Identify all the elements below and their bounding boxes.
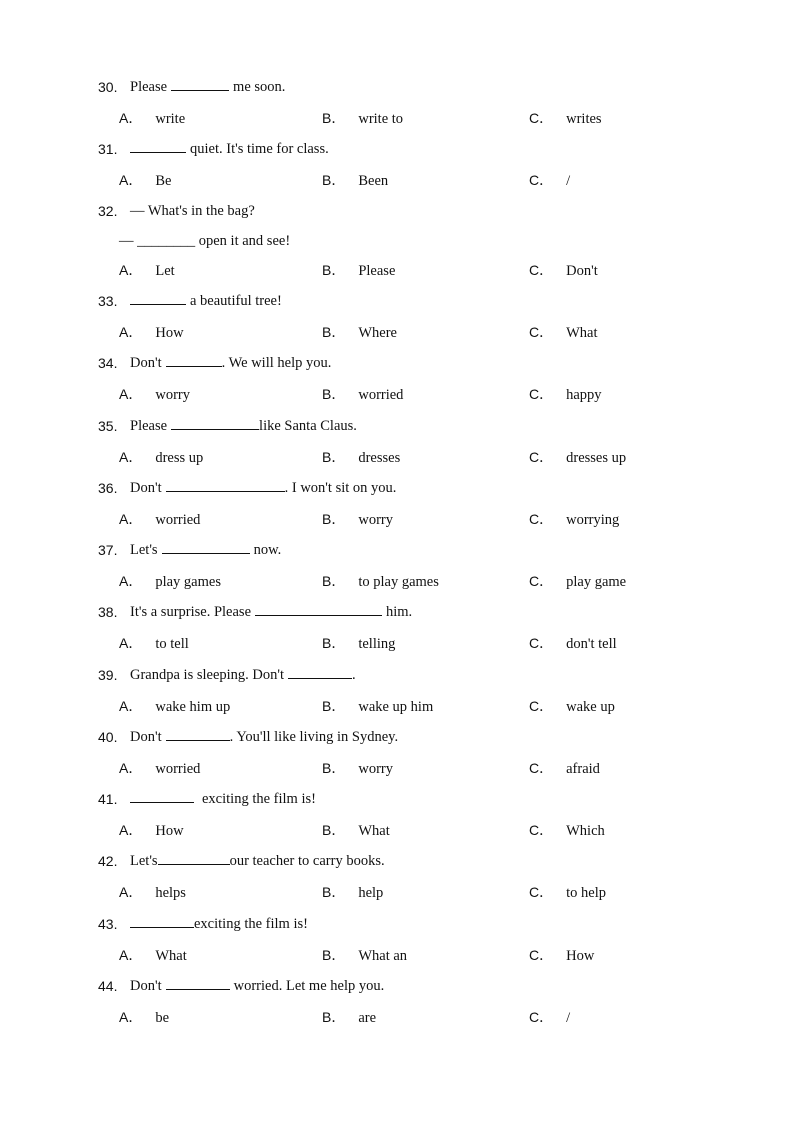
answer-blank[interactable]: [130, 290, 186, 305]
answer-blank[interactable]: [166, 352, 222, 367]
option-b[interactable]: B． wake up him: [322, 698, 434, 715]
options-40: [0, 757, 794, 779]
option-a[interactable]: A． worried: [119, 760, 201, 777]
question-42: [0, 850, 794, 872]
question-34: [0, 352, 794, 374]
answer-blank[interactable]: [166, 477, 285, 492]
answer-blank[interactable]: [166, 726, 230, 741]
options-39: [0, 695, 794, 717]
option-c[interactable]: C． to help: [529, 884, 606, 901]
option-c[interactable]: C． afraid: [529, 760, 600, 777]
option-b[interactable]: B． help: [322, 884, 384, 901]
options-42: [0, 881, 794, 903]
option-a[interactable]: A． How: [119, 324, 184, 341]
question-30: [0, 76, 794, 98]
option-b[interactable]: B． worry: [322, 511, 393, 528]
option-b[interactable]: B． to play games: [322, 573, 439, 590]
question-stem: Let's now.: [130, 539, 281, 561]
question-number: 36.: [98, 480, 118, 496]
question-44: [0, 975, 794, 997]
options-37: [0, 570, 794, 592]
options-43: [0, 944, 794, 966]
options-31: [0, 169, 794, 191]
option-c[interactable]: C． /: [529, 1009, 571, 1026]
question-41: [0, 788, 794, 810]
question-stem: Please like Santa Claus.: [130, 415, 357, 437]
answer-blank[interactable]: [158, 850, 230, 865]
question-number: 43.: [98, 916, 118, 932]
option-c[interactable]: C． Don't: [529, 262, 598, 279]
question-stem: Don't . I won't sit on you.: [130, 477, 396, 499]
options-33: [0, 321, 794, 343]
question-32-answer-line: [0, 230, 794, 252]
answer-blank[interactable]: [171, 76, 229, 91]
options-41: [0, 819, 794, 841]
option-c[interactable]: C． What: [529, 324, 598, 341]
option-c[interactable]: C． writes: [529, 110, 602, 127]
answer-blank[interactable]: [171, 415, 259, 430]
option-b[interactable]: B． Where: [322, 324, 397, 341]
option-a[interactable]: A． be: [119, 1009, 170, 1026]
option-a[interactable]: A． worry: [119, 386, 190, 403]
answer-blank[interactable]: [288, 664, 352, 679]
question-39: [0, 664, 794, 686]
option-b[interactable]: B． Please: [322, 262, 396, 279]
option-c[interactable]: C． /: [529, 172, 571, 189]
answer-blank[interactable]: [166, 975, 230, 990]
question-number: 34.: [98, 355, 118, 371]
option-b[interactable]: B． What an: [322, 947, 408, 964]
option-a[interactable]: A． worried: [119, 511, 201, 528]
question-number: 42.: [98, 853, 118, 869]
answer-blank[interactable]: [162, 539, 250, 554]
answer-blank[interactable]: [255, 601, 382, 616]
option-a[interactable]: A． What: [119, 947, 187, 964]
option-a[interactable]: A． Be: [119, 172, 172, 189]
answer-blank[interactable]: [130, 788, 194, 803]
option-b[interactable]: B． telling: [322, 635, 396, 652]
question-31: [0, 138, 794, 160]
question-33: [0, 290, 794, 312]
question-stem: Don't . You'll like living in Sydney.: [130, 726, 398, 748]
option-c[interactable]: C． don't tell: [529, 635, 617, 652]
question-stem: Let's our teacher to carry books.: [130, 850, 385, 872]
answer-blank[interactable]: [130, 913, 194, 928]
question-stem: Grandpa is sleeping. Don't .: [130, 664, 356, 686]
option-c[interactable]: C． worrying: [529, 511, 620, 528]
question-number: 35.: [98, 418, 118, 434]
question-stem: Please me soon.: [130, 76, 285, 98]
options-32: [0, 259, 794, 281]
question-36: [0, 477, 794, 499]
question-stem: It's a surprise. Please him.: [130, 601, 412, 623]
question-stem: Don't worried. Let me help you.: [130, 975, 384, 997]
options-38: [0, 632, 794, 654]
option-a[interactable]: A． Let: [119, 262, 175, 279]
option-a[interactable]: A． dress up: [119, 449, 204, 466]
option-a[interactable]: A． play games: [119, 573, 221, 590]
option-a[interactable]: A． wake him up: [119, 698, 231, 715]
question-number: 31.: [98, 141, 118, 157]
option-c[interactable]: C． wake up: [529, 698, 615, 715]
question-number: 32.: [98, 203, 118, 219]
option-b[interactable]: B． Been: [322, 172, 389, 189]
question-stem: a beautiful tree!: [130, 290, 282, 312]
option-b[interactable]: B． are: [322, 1009, 377, 1026]
option-c[interactable]: C． Which: [529, 822, 605, 839]
option-c[interactable]: C． play game: [529, 573, 627, 590]
option-a[interactable]: A． helps: [119, 884, 186, 901]
option-a[interactable]: A． How: [119, 822, 184, 839]
question-stem: quiet. It's time for class.: [130, 138, 329, 160]
question-stem: exciting the film is!: [130, 788, 316, 810]
question-43: [0, 913, 794, 935]
question-32: [0, 200, 794, 222]
question-number: 37.: [98, 542, 118, 558]
question-stem: — What's in the bag?: [130, 203, 255, 219]
options-34: [0, 383, 794, 405]
option-b[interactable]: B． worried: [322, 386, 404, 403]
answer-blank[interactable]: [130, 138, 186, 153]
question-number: 41.: [98, 791, 118, 807]
options-36: [0, 508, 794, 530]
option-b[interactable]: B． What: [322, 822, 390, 839]
question-number: 40.: [98, 729, 118, 745]
dialogue-answer-line: — ________ open it and see!: [119, 233, 291, 249]
question-number: 39.: [98, 667, 118, 683]
option-b[interactable]: B． write to: [322, 110, 404, 127]
question-stem: Don't . We will help you.: [130, 352, 331, 374]
question-number: 38.: [98, 604, 118, 620]
question-number: 30.: [98, 79, 118, 95]
question-number: 44.: [98, 978, 118, 994]
question-40: [0, 726, 794, 748]
question-37: [0, 539, 794, 561]
option-c[interactable]: C． How: [529, 947, 595, 964]
option-c[interactable]: C． dresses up: [529, 449, 627, 466]
option-b[interactable]: B． worry: [322, 760, 393, 777]
option-a[interactable]: A． write: [119, 110, 186, 127]
options-35: [0, 446, 794, 468]
question-38: [0, 601, 794, 623]
option-c[interactable]: C． happy: [529, 386, 602, 403]
question-stem: exciting the film is!: [130, 913, 308, 935]
option-a[interactable]: A． to tell: [119, 635, 189, 652]
option-b[interactable]: B． dresses: [322, 449, 401, 466]
question-35: [0, 415, 794, 437]
options-30: [0, 107, 794, 129]
question-number: 33.: [98, 293, 118, 309]
options-44: [0, 1006, 794, 1028]
